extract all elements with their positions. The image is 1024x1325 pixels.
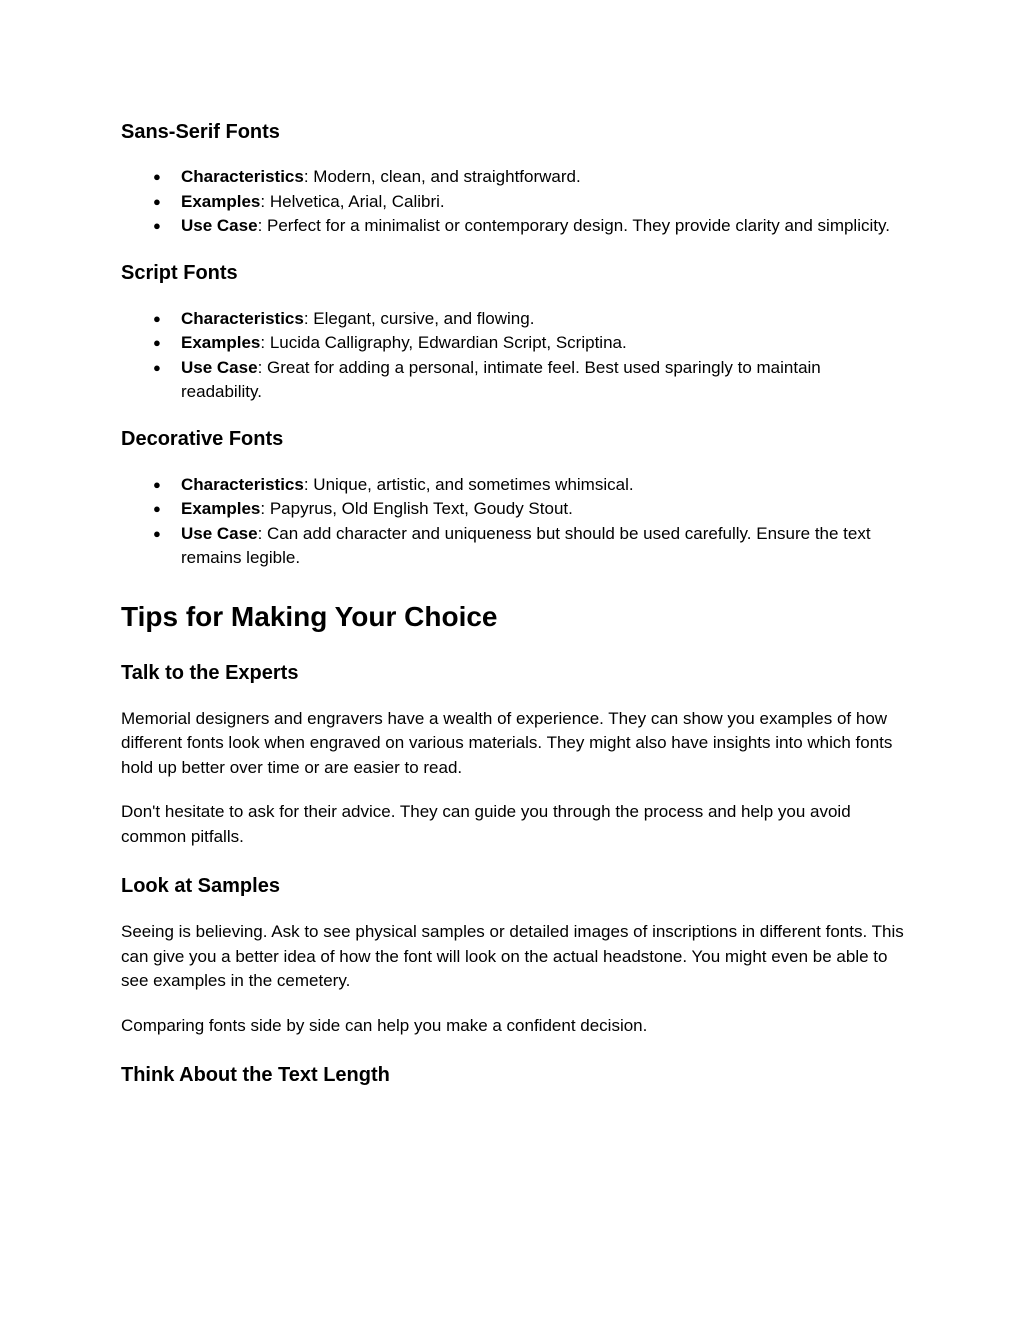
list-item bbox=[121, 165, 904, 190]
item-label: Use Case bbox=[181, 357, 258, 377]
list-item bbox=[121, 307, 904, 332]
item-label: Use Case bbox=[181, 523, 258, 543]
section-heading-samples: Look at Samples bbox=[121, 875, 280, 897]
bullet-icon: ● bbox=[153, 193, 161, 209]
bullet-icon: ● bbox=[153, 218, 161, 233]
item-text: : Great for adding a personal, intimate feel. Best used sparingly to maintain readability. bbox=[181, 357, 821, 401]
section-heading-experts: Talk to the Experts bbox=[121, 661, 299, 684]
item-label: Characteristics bbox=[181, 474, 304, 494]
bullet-list-script bbox=[121, 307, 904, 405]
item-label: Characteristics bbox=[181, 167, 304, 186]
paragraph: Seeing is believing. Ask to see physical samples or detailed images of inscriptions in different fonts. This can give you a better idea of how the font will look on the actual headstone. You might even be able to see examples in the cemetery. bbox=[121, 922, 904, 990]
bullet-icon: ● bbox=[153, 501, 161, 516]
bullet-icon: ● bbox=[153, 476, 161, 492]
bullet-icon: ● bbox=[153, 359, 161, 375]
item-text: : Unique, artistic, and sometimes whimsical. bbox=[303, 474, 634, 494]
list-item bbox=[121, 522, 904, 571]
page-heading-tips: Tips for Making Your Choice bbox=[121, 600, 498, 632]
list-item bbox=[121, 214, 904, 239]
item-label: Examples bbox=[181, 499, 261, 518]
item-label: Characteristics bbox=[181, 308, 304, 328]
paragraph: Memorial designers and engravers have a wealth of experience. They can show you examples of how different fonts look when engraved on various materials. They might also have insights into which fonts hold up better over time or are easier to read. bbox=[121, 708, 893, 777]
paragraph: Don't hesitate to ask for their advice. They can guide you through the process and help you avoid common pitfalls. bbox=[121, 802, 851, 846]
item-text: : Modern, clean, and straightforward. bbox=[303, 167, 581, 186]
section-heading-decorative: Decorative Fonts bbox=[121, 427, 284, 450]
list-item bbox=[121, 356, 904, 405]
item-label: Use Case bbox=[181, 216, 258, 235]
list-item bbox=[121, 497, 904, 522]
bullet-icon: ● bbox=[153, 169, 161, 184]
item-label: Examples bbox=[181, 333, 261, 352]
section-heading-script: Script Fonts bbox=[121, 261, 238, 284]
list-item bbox=[121, 331, 904, 356]
item-text: : Papyrus, Old English Text, Goudy Stout. bbox=[260, 499, 573, 518]
list-item bbox=[121, 473, 904, 498]
paragraph: Comparing fonts side by side can help you make a confident decision. bbox=[121, 1015, 648, 1035]
section-heading-sans-serif: Sans-Serif Fonts bbox=[121, 121, 280, 143]
bullet-list-decorative bbox=[121, 473, 904, 571]
bullet-list-sans-serif bbox=[121, 165, 904, 239]
bullet-icon: ● bbox=[153, 525, 161, 541]
list-item bbox=[121, 190, 904, 215]
item-text: : Helvetica, Arial, Calibri. bbox=[260, 191, 445, 211]
item-text: : Lucida Calligraphy, Edwardian Script, Scriptina. bbox=[260, 333, 627, 352]
bullet-icon: ● bbox=[153, 310, 161, 326]
bullet-icon: ● bbox=[153, 335, 161, 350]
item-text: : Can add character and uniqueness but should be used carefully. Ensure the text remains legible. bbox=[181, 523, 871, 567]
item-label: Examples bbox=[181, 191, 261, 211]
item-text: : Perfect for a minimalist or contemporary design. They provide clarity and simplicity. bbox=[257, 216, 890, 235]
item-text: : Elegant, cursive, and flowing. bbox=[303, 308, 535, 328]
section-heading-text-length: Think About the Text Length bbox=[121, 1064, 390, 1086]
